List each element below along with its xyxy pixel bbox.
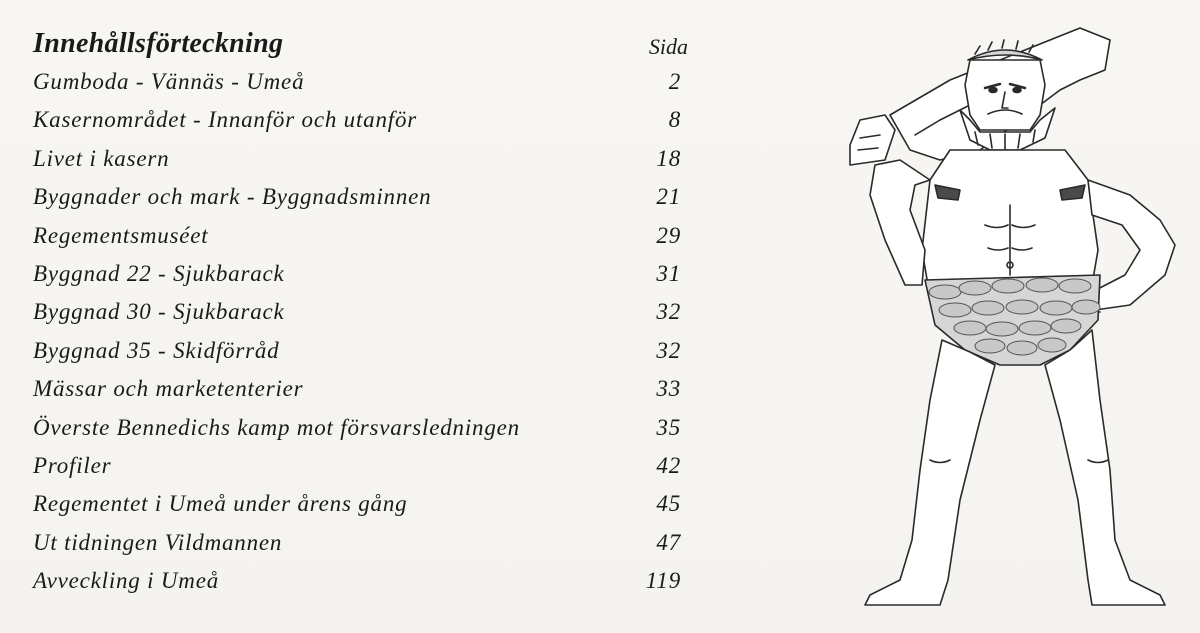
toc-entry-label: Mässar och marketenterier [33, 376, 304, 402]
toc-entry [33, 223, 693, 261]
toc-entry [33, 261, 693, 299]
toc-entry [33, 376, 693, 414]
toc-entry-label: Överste Bennedichs kamp mot försvarsledningen [33, 414, 520, 440]
toc-entry-label: Regementsmuséet [33, 222, 209, 248]
toc-entry-label: Byggnad 30 - Sjukbarack [33, 299, 285, 325]
page-column-header: Sida [648, 34, 688, 59]
toc-entry-page: 32 [656, 299, 681, 325]
toc-entry-page: 35 [656, 414, 681, 440]
toc-entry-page: 21 [656, 184, 681, 210]
wildman-illustration [830, 20, 1190, 610]
toc-entry [33, 568, 693, 606]
toc-entry-page: 119 [645, 568, 681, 594]
toc-entry [33, 184, 693, 222]
toc-entry-label: Kasernområdet - Innanför och utanför [33, 107, 418, 133]
toc-entry-page: 18 [656, 145, 681, 171]
toc-entry-label: Byggnad 22 - Sjukbarack [33, 260, 285, 286]
toc-header [33, 28, 693, 62]
toc-entry-page: 32 [656, 337, 681, 363]
toc-entry [33, 299, 693, 337]
toc-entry [33, 69, 693, 107]
toc-entry-label: Regementet i Umeå under årens gång [33, 491, 408, 517]
toc-entry [33, 491, 693, 529]
toc-entry-label: Byggnad 35 - Skidförråd [33, 337, 280, 363]
toc-entry-label: Byggnader och mark - Byggnadsminnen [33, 184, 432, 210]
table-of-contents [33, 28, 693, 594]
toc-entry-label: Ut tidningen Vildmannen [33, 529, 283, 555]
toc-entry [33, 146, 693, 184]
toc-entry [33, 453, 693, 491]
toc-entry-page: 33 [656, 376, 681, 402]
toc-entry-page: 2 [668, 69, 681, 94]
toc-entry-page: 29 [656, 222, 681, 248]
toc-entry-label: Profiler [33, 452, 112, 478]
toc-list [33, 69, 693, 606]
toc-entry-page: 45 [656, 491, 681, 517]
toc-entry-label: Avveckling i Umeå [33, 568, 220, 594]
toc-entry-page: 31 [656, 260, 681, 286]
wildman-figure-icon [830, 20, 1190, 610]
toc-entry [33, 338, 693, 376]
toc-entry-label: Gumboda - Vännäs - Umeå [33, 69, 305, 94]
toc-entry [33, 107, 693, 145]
toc-entry-page: 42 [656, 452, 681, 478]
toc-entry-page: 47 [656, 529, 681, 555]
toc-entry [33, 530, 693, 568]
toc-entry-page: 8 [668, 107, 681, 133]
toc-entry [33, 415, 693, 453]
toc-title: Innehållsförteckning [33, 28, 284, 59]
toc-entry-label: Livet i kasern [33, 145, 170, 171]
